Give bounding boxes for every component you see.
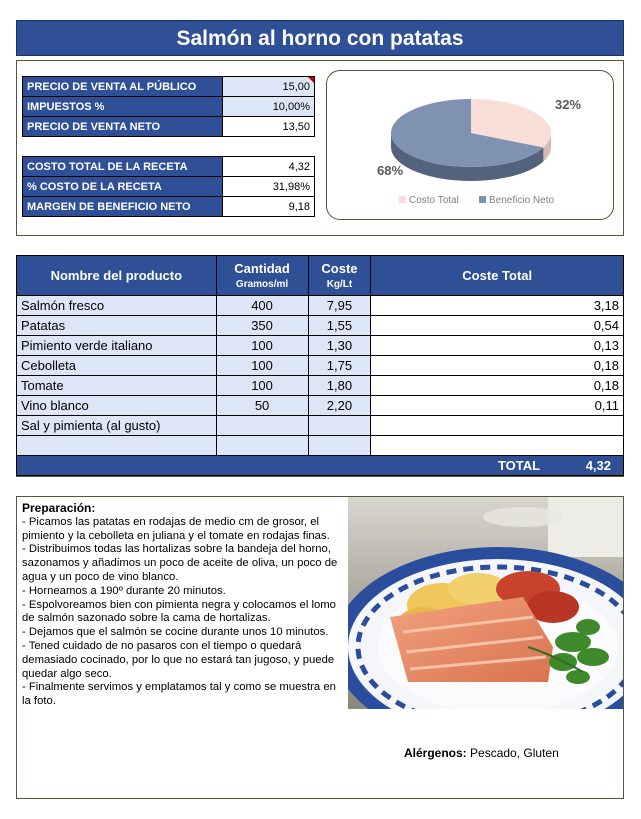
table-row (17, 416, 624, 436)
ingredient-cost[interactable]: 1,55 (308, 316, 371, 336)
cost-percent-row (23, 177, 315, 197)
ingredient-total[interactable]: 3,18 (371, 296, 624, 316)
header-name: Nombre del producto (17, 256, 217, 296)
net-price-row (23, 117, 315, 137)
tax-label: IMPUESTOS % (23, 97, 223, 117)
ingredients-header (17, 256, 624, 296)
preparation-step: - Horneamos a 190º durante 20 minutos. (22, 584, 226, 597)
net-price-value: 13,50 (223, 117, 315, 137)
ingredient-cost[interactable] (308, 416, 371, 436)
total-row-cell (371, 456, 624, 476)
price-table (22, 76, 315, 137)
table-row (17, 336, 624, 356)
ingredient-qty[interactable]: 100 (216, 376, 308, 396)
ingredient-name[interactable]: Tomate (17, 376, 217, 396)
ingredient-name[interactable]: Patatas (17, 316, 217, 336)
tax-row (23, 97, 315, 117)
dish-photo-illustration (348, 497, 623, 709)
comment-marker-icon (308, 77, 314, 83)
cost-percent-value: 31,98% (223, 177, 315, 197)
table-row (17, 316, 624, 336)
ingredient-total[interactable]: 0,54 (371, 316, 624, 336)
pie-label-costo: 32% (555, 97, 582, 112)
price-value-cell[interactable] (223, 77, 315, 97)
ingredient-qty[interactable]: 400 (216, 296, 308, 316)
header-cost-label: Coste (321, 261, 358, 276)
price-value: 15,00 (282, 80, 310, 93)
preparation-step: - Dejamos que el salmón se cocine durante unos 10 minutos. (22, 626, 329, 639)
cost-percent-label: % COSTO DE LA RECETA (23, 177, 223, 197)
ingredient-name[interactable]: Pimiento verde italiano (17, 336, 217, 356)
total-row-spacer (17, 456, 371, 476)
dish-photo (348, 497, 623, 709)
ingredient-qty[interactable] (216, 436, 308, 456)
header-qty-label: Cantidad (234, 261, 290, 276)
price-row (23, 77, 315, 97)
margin-label: MARGEN DE BENEFICIO NETO (23, 197, 223, 217)
table-row (17, 436, 624, 456)
net-price-label: PRECIO DE VENTA NETO (23, 117, 223, 137)
table-row (17, 376, 624, 396)
preparation-heading: Preparación: (22, 501, 96, 515)
total-cost-value: 4,32 (223, 157, 315, 177)
preparation-step: - Picamos las patatas en rodajas de medio cm de grosor, el pimiento y la cebolleta en juliana y el tomate en rodajas finas. (22, 515, 330, 542)
cost-pie-chart[interactable] (326, 70, 614, 220)
legend-label: Costo Total (409, 195, 459, 206)
table-row (17, 396, 624, 416)
legend-swatch (399, 196, 406, 203)
preparation-step: - Tened cuidado de no pasaros con el tiempo o quedará demasiado cocinado, por lo que no estará tan jugoso, y puede quedar algo seco. (22, 639, 335, 680)
preparation-step: - Distribuimos todas las hortalizas sobre la bandeja del horno, sazonamos y añadimos un poco de aceite de oliva, un poco de agua y un poco de vino blanco. (22, 543, 338, 583)
ingredient-total[interactable] (371, 416, 624, 436)
tax-value[interactable]: 10,00% (223, 97, 315, 117)
header-cost (308, 256, 371, 296)
margin-value: 9,18 (223, 197, 315, 217)
ingredient-name[interactable]: Cebolleta (17, 356, 217, 376)
page-title: Salmón al horno con patatas (16, 20, 624, 56)
header-total: Coste Total (371, 256, 624, 296)
table-row (17, 356, 624, 376)
price-label: PRECIO DE VENTA AL PÚBLICO (23, 77, 223, 97)
ingredient-cost[interactable]: 1,30 (308, 336, 371, 356)
total-row (17, 456, 624, 476)
preparation-text (22, 502, 344, 709)
ingredient-cost[interactable]: 7,95 (308, 296, 371, 316)
cost-table (22, 156, 315, 217)
ingredient-qty[interactable]: 100 (216, 336, 308, 356)
ingredient-name[interactable] (17, 436, 217, 456)
allergens (404, 746, 559, 760)
allergens-value: Pescado, Gluten (470, 746, 559, 760)
ingredient-total[interactable] (371, 436, 624, 456)
allergens-label: Alérgenos: (404, 746, 467, 760)
ingredient-name[interactable]: Sal y pimienta (al gusto) (17, 416, 217, 436)
ingredient-cost[interactable]: 1,75 (308, 356, 371, 376)
legend-label: Beneficio Neto (489, 195, 555, 206)
ingredient-name[interactable]: Salmón fresco (17, 296, 217, 316)
total-cost-label: COSTO TOTAL DE LA RECETA (23, 157, 223, 177)
margin-row (23, 197, 315, 217)
table-row (17, 296, 624, 316)
ingredient-total[interactable]: 0,13 (371, 336, 624, 356)
ingredient-qty[interactable]: 350 (216, 316, 308, 336)
header-qty-unit: Gramos/ml (235, 279, 289, 290)
ingredient-qty[interactable] (216, 416, 308, 436)
ingredient-total[interactable]: 0,18 (371, 356, 624, 376)
total-value: 4,32 (585, 458, 611, 473)
ingredients-table (16, 255, 624, 476)
ingredient-total[interactable]: 0,18 (371, 376, 624, 396)
header-cost-unit: Kg/Lt (326, 279, 353, 290)
ingredients-body (17, 296, 624, 456)
header-qty (216, 256, 308, 296)
preparation-step: - Finalmente servimos y emplatamos tal y como se muestra en la foto. (22, 681, 336, 708)
preparation-step: - Espolvoreamos bien con pimienta negra y colocamos el lomo de salmón sazonado sobre la cama de hortalizas. (22, 598, 336, 625)
pie-chart-svg (327, 71, 615, 221)
legend-swatch (479, 196, 486, 203)
total-label: TOTAL (497, 458, 541, 473)
ingredient-cost[interactable]: 2,20 (308, 396, 371, 416)
ingredient-total[interactable]: 0,11 (371, 396, 624, 416)
ingredient-cost[interactable] (308, 436, 371, 456)
total-cost-row (23, 157, 315, 177)
ingredient-cost[interactable]: 1,80 (308, 376, 371, 396)
ingredient-qty[interactable]: 50 (216, 396, 308, 416)
ingredient-name[interactable]: Vino blanco (17, 396, 217, 416)
pie-label-beneficio: 68% (377, 163, 404, 178)
ingredient-qty[interactable]: 100 (216, 356, 308, 376)
